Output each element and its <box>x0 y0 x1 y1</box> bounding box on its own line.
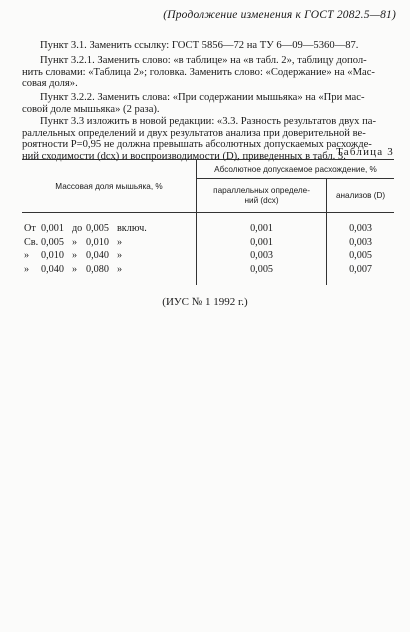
text-line: ний сходимости (dсх) и воспроизводимости (D), приведенных в табл. 3. <box>22 150 346 162</box>
text-line: Пункт 3.1. Заменить ссылку: ГОСТ 5856—72 на ТУ 6—09—5360—87. <box>40 40 359 51</box>
header-line: ний (dсх) <box>244 195 279 205</box>
range-to: 0,010 <box>86 236 109 248</box>
range-from: 0,005 <box>41 236 64 248</box>
range-prefix: Св. <box>24 236 39 248</box>
table-caption: Таблица 3 <box>336 146 394 158</box>
dsx-cell: 0,005 <box>197 263 327 286</box>
dsx-cell: 0,001 <box>197 236 327 250</box>
D-cell: 0,003 <box>349 236 372 248</box>
paragraph-3-2-1 <box>22 55 392 90</box>
range-from: 0,040 <box>41 263 64 275</box>
header-line: параллельных определе- <box>213 185 310 195</box>
paragraph-3-2-2 <box>22 92 392 115</box>
source-note: (ИУС № 1 1992 г.) <box>162 296 248 308</box>
column-group-header: Абсолютное допускаемое расхождение, % <box>197 160 395 179</box>
range-cell <box>22 213 197 236</box>
range-from: 0,010 <box>41 250 64 261</box>
range-to: 0,040 <box>86 250 109 261</box>
range-cell <box>22 249 197 263</box>
range-cell <box>22 263 197 286</box>
range-suffix: » <box>117 250 123 261</box>
range-to: 0,005 <box>86 223 109 234</box>
continuation-header: (Продолжение изменения к ГОСТ 2082.5—81) <box>163 9 396 21</box>
range-sep: » <box>72 263 78 275</box>
text-line: Пункт 3.3 изложить в новой редакции: «3.3. Разность результатов двух па- <box>40 116 377 127</box>
range-prefix: » <box>24 250 30 261</box>
paragraph-3-1 <box>22 40 392 52</box>
dsx-cell: 0,003 <box>197 249 327 263</box>
table-row <box>22 213 394 236</box>
text-line: совая доля». <box>22 78 78 90</box>
text-line: совой доле мышьяка» (2 раза). <box>22 103 160 115</box>
range-sep: до <box>72 223 83 234</box>
range-from: 0,001 <box>41 223 64 234</box>
table-row <box>22 249 394 263</box>
text-line: Пункт 3.2.1. Заменить слово: «в таблице» на «в табл. 2», таблицу допол- <box>40 55 367 66</box>
text-line: раллельных определений и двух результатов анализа при доверительной ве- <box>22 127 366 139</box>
D-cell: 0,003 <box>349 223 372 234</box>
range-sep: » <box>72 236 78 248</box>
text-line: нить словами: «Таблица 2»; головка. Заменить слово: «Содержание» на «Мас- <box>22 66 375 78</box>
range-prefix: » <box>24 263 30 275</box>
range-suffix: » <box>117 263 123 275</box>
range-suffix: » <box>117 236 123 248</box>
dsx-cell: 0,001 <box>197 213 327 236</box>
table-row <box>22 236 394 250</box>
D-cell: 0,007 <box>349 263 372 275</box>
range-suffix: включ. <box>117 223 147 234</box>
column-header-analyses: анализов (D) <box>327 179 394 213</box>
range-sep: » <box>72 250 78 261</box>
D-cell: 0,005 <box>349 250 372 261</box>
table-row <box>22 263 394 286</box>
column-header-mass-fraction: Массовая доля мышьяка, % <box>22 160 197 213</box>
range-to: 0,080 <box>86 263 109 275</box>
range-prefix: От <box>24 223 36 234</box>
column-header-parallel <box>197 179 327 213</box>
arsenic-tolerance-table <box>22 159 394 285</box>
text-line: роятности P=0,95 не должна превышать абсолютных допускаемых расхожде- <box>22 139 372 151</box>
text-line: Пункт 3.2.2. Заменить слова: «При содержании мышьяка» на «При мас- <box>40 92 365 103</box>
range-cell <box>22 236 197 250</box>
